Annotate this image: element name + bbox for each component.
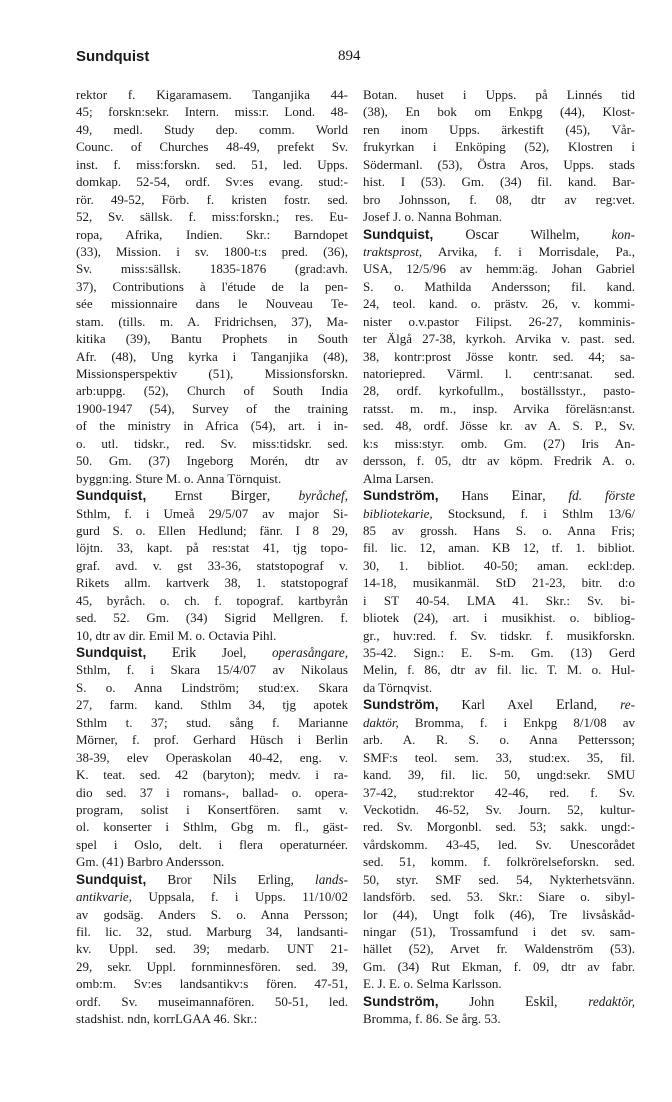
entry-heading-line	[363, 993, 635, 1010]
text-run: da Törnqvist.	[363, 679, 433, 695]
text-run: k:s miss:styr. omb. Gm. (27) Iris An-	[363, 435, 635, 451]
text-line	[76, 609, 348, 626]
text-line	[363, 452, 635, 469]
text-line	[76, 260, 348, 277]
text-run: Bromma, f. i Enkpg 8/1/08 av	[398, 714, 635, 730]
text-line	[363, 836, 635, 853]
text-line	[363, 592, 635, 609]
text-line	[76, 121, 348, 138]
text-line	[76, 574, 348, 591]
text-run: USA, 12/5/96 av hemm:äg. Johan Gabriel	[363, 261, 635, 277]
text-run: 49, medl. Study dep. comm. World	[76, 121, 348, 137]
text-run: Mörner, f. prof. Gerhard Hüsch i Berlin	[76, 732, 348, 748]
text-run: E. J. E. o. Selma Karlsson.	[363, 976, 502, 992]
text-line	[363, 156, 635, 173]
text-line	[363, 627, 635, 644]
text-line	[76, 853, 348, 870]
text-line	[76, 766, 348, 783]
text-run: Afr. (48), Ung kyrka i Tanganjika (48),	[76, 348, 348, 364]
occupation: kon-	[611, 226, 635, 242]
text-line	[76, 330, 348, 347]
text-run: Hans	[438, 488, 512, 504]
right-column	[363, 86, 635, 1028]
text-line	[76, 923, 348, 940]
text-run: ,	[554, 993, 589, 1009]
text-line	[76, 348, 348, 365]
text-run: i ST 40-54. LMA 41. Skr.: Sv. bi-	[363, 592, 635, 608]
text-run: Wilhelm,	[498, 226, 612, 242]
text-line	[363, 103, 635, 120]
text-line	[76, 173, 348, 190]
text-line	[76, 470, 348, 487]
text-line	[363, 661, 635, 678]
text-run: 50. Gm. (37) Ingeborg Morén, dtr av	[76, 453, 348, 469]
text-run: Rikets allm. kartverk 38, 1. statstopograf	[76, 575, 348, 591]
given-name: Eskil	[525, 993, 555, 1010]
given-name: Nils	[212, 871, 237, 888]
occupation: daktör,	[363, 714, 399, 730]
text-run: dersson, f. 05, dtr av köpm. Fredrik A. o.	[363, 453, 635, 469]
text-run: Södermanl. (53), Östra Aros, Upps. stads	[363, 156, 635, 172]
given-name: Birger	[230, 488, 267, 505]
left-column	[76, 86, 348, 1028]
text-run: frukyrkan i Enköping (52), Klostren i	[363, 139, 635, 155]
text-line	[76, 679, 348, 696]
text-run: 27, farm. kand. Sthlm 34, tjg apotek	[76, 697, 348, 713]
text-line	[363, 243, 635, 260]
text-run: Sthlm, f. i Skara 15/4/07 av Nikolaus	[76, 662, 348, 678]
occupation: redaktör,	[588, 993, 635, 1009]
text-line	[363, 435, 635, 452]
text-line	[76, 103, 348, 120]
text-run: kand. 39, fil. lic. 50, ungd:sekr. SMU	[363, 767, 635, 783]
text-run: lor (44), Ungt folk (46), Tre livsåskåd-	[363, 906, 635, 922]
text-run: ,	[542, 488, 569, 504]
text-run: bliotek (24), art. i musikhist. o. bibliog-	[363, 610, 635, 626]
text-line	[363, 574, 635, 591]
text-run: nister o.v.pastor Filipst. 26-27, komminis-	[363, 313, 635, 329]
text-line	[76, 138, 348, 155]
text-run: kitika (39), Bantu Prophets in South	[76, 331, 348, 347]
text-line	[363, 400, 635, 417]
text-line	[76, 975, 348, 992]
text-run: rör. 49-52, Förb. f. kristen fostr. sed.	[76, 191, 348, 207]
text-run: graf. avd. v. gst 33-36, statstopograf v.	[76, 557, 348, 573]
occupation: lands-	[315, 871, 348, 887]
text-run: löjtn. 33, kapt. på res:stat 41, tjg topo-	[76, 540, 348, 556]
text-run: Botan. huset i Upps. på Linnés tid	[363, 87, 635, 102]
text-run: Arvika, f. i Morrisdale, Pa.,	[422, 243, 635, 259]
text-line	[363, 260, 635, 277]
text-line	[363, 295, 635, 312]
page-number: 894	[338, 48, 361, 64]
text-run: SMF:s teol. sem. 33, stud:ex. 35, fil.	[363, 749, 635, 765]
entry-surname: Sundström,	[363, 993, 439, 1009]
text-run: 45, byråch. o. ch. f. topograf. kartbyrån	[76, 592, 348, 608]
text-line	[76, 940, 348, 957]
occupation: traktsprost,	[363, 243, 423, 259]
text-run: gurd S. o. Ellen Hedlund; fänr. I 8 29,	[76, 522, 348, 538]
text-run: 52, Sv. sällsk. f. miss:forskn.; res. Eu-	[76, 209, 348, 225]
text-line	[363, 505, 635, 522]
text-run: vårdskomm. 43-45, led. Sv. Unescorådet	[363, 836, 635, 852]
text-run: Stocksund, f. i Sthlm 13/6/	[432, 505, 635, 521]
text-line	[76, 906, 348, 923]
text-run: Erling,	[236, 871, 316, 887]
text-line	[363, 470, 635, 487]
text-run: fil. lic. 12, aman. KB 12, tf. 1. bibliot.	[363, 540, 635, 556]
text-run: (33), Mission. i sv. 1800-t:s pred. (36),	[76, 243, 348, 259]
text-line	[363, 348, 635, 365]
text-line	[76, 435, 348, 452]
text-run: spel i Oslo, delt. i flera operaturnéer.	[76, 836, 348, 852]
text-line	[76, 539, 348, 556]
text-run: o. utl. tidskr., red. Sv. miss:tidskr. sed.	[76, 435, 348, 451]
entry-surname: Sundquist,	[76, 488, 147, 504]
text-line	[363, 766, 635, 783]
text-line	[76, 714, 348, 731]
running-head: Sundquist	[76, 48, 150, 65]
text-line	[76, 801, 348, 818]
entry-surname: Sundquist,	[363, 226, 434, 242]
text-run: 85 av grossh. Hans S. o. Anna Fris;	[363, 522, 635, 538]
text-run: ropa, Afrika, Indien. Skr.: Barndopet	[76, 226, 348, 242]
text-run: 24, teol. kand. o. prästv. 26, v. kommi-	[363, 296, 635, 312]
text-run: Ernst	[146, 488, 231, 504]
text-line	[363, 940, 635, 957]
text-line	[76, 365, 348, 382]
text-line	[363, 888, 635, 905]
text-line	[76, 243, 348, 260]
text-line	[363, 330, 635, 347]
text-run: omb:m. Sv:es landsantikv:s fören. 47-51,	[76, 976, 348, 992]
text-run: Bror	[146, 871, 213, 887]
text-run: hället (52), Arvet fr. Waldenström (53).	[363, 941, 635, 957]
text-line	[76, 696, 348, 713]
text-run: kv. Uppl. sed. 39; medarb. UNT 21-	[76, 941, 348, 957]
text-run: natoriepred. Värml. l. centr:sanat. sed.	[363, 366, 635, 381]
text-run: byggn:ing. Sture M. o. Anna Törnquist.	[76, 470, 282, 486]
text-run: Bromma, f. 86. Se årg. 53.	[363, 1011, 501, 1027]
text-line	[363, 784, 635, 801]
text-run: bro Johnsson, f. 08, dtr av reg:vet.	[363, 191, 635, 207]
text-run: Joel,	[196, 645, 272, 660]
text-run	[433, 227, 465, 242]
occupation: antikvarie,	[76, 889, 132, 905]
text-line	[76, 208, 348, 225]
text-run: 28, ordf. kyrkofullm., boställsstyr., pasto-	[363, 383, 635, 399]
text-run: ,	[266, 488, 299, 504]
text-run: stam. (tills. m. A. Fridrichsen, 37), Ma-	[76, 313, 348, 329]
text-line	[76, 226, 348, 243]
text-line	[363, 1010, 635, 1027]
text-run: Uppsala, f. i Upps. 11/10/02	[131, 889, 348, 905]
text-run: K. teat. sed. 42 (baryton); medv. i ra-	[76, 767, 348, 783]
text-run: Gm. (34) Rut Ekman, f. 09, dtr av fabr.	[363, 958, 635, 974]
text-line	[363, 138, 635, 155]
text-line	[76, 295, 348, 312]
occupation: bibliotekarie,	[363, 505, 433, 521]
occupation: re-	[620, 697, 635, 713]
given-name: Erik	[171, 645, 197, 661]
text-line	[76, 749, 348, 766]
text-line	[76, 278, 348, 295]
text-run: red. Sv. Morgonbl. sed. 53; sakk. ungd:-	[363, 819, 635, 835]
text-line	[363, 731, 635, 748]
entry-surname: Sundström,	[363, 697, 439, 713]
text-run: (38), En bok om Enkpg (44), Klost-	[363, 104, 635, 120]
text-line	[76, 557, 348, 574]
text-run: S. o. Anna Lindström; stud:ex. Skara	[76, 679, 348, 695]
text-line	[76, 191, 348, 208]
text-run: 37), Contributions à l'étude de la pen-	[76, 278, 348, 294]
text-run: 1900-1947 (54), Survey of the training	[76, 400, 348, 416]
given-name: Einar	[511, 488, 543, 505]
text-line	[363, 278, 635, 295]
text-run: dio sed. 37 i romans-, ballad- o. opera-	[76, 784, 348, 800]
text-line	[76, 417, 348, 434]
text-run: Josef J. o. Nanna Bohman.	[363, 209, 503, 225]
text-run: 30, 1. bibliot. 40-50; aman. eckl:dep.	[363, 557, 635, 573]
text-run: Alma Larsen.	[363, 470, 434, 486]
text-run: of the ministry in Africa (54), art. i in-	[76, 418, 348, 434]
text-line	[76, 836, 348, 853]
text-line	[363, 539, 635, 556]
text-line	[76, 818, 348, 835]
text-run: sed. 48, ordf. Jösse kr. av A. S. P., Sv.	[363, 418, 635, 434]
text-line	[363, 906, 635, 923]
text-line	[363, 417, 635, 434]
entry-heading-line	[76, 487, 348, 504]
text-run: program, solist i Konsertfören. samt v.	[76, 801, 348, 817]
text-run: Melin, f. 86, dtr av fil. lic. T. M. o. Hul-	[363, 662, 635, 678]
text-line	[76, 86, 348, 103]
text-line	[76, 156, 348, 173]
text-run: 10, dtr av dir. Emil M. o. Octavia Pihl.	[76, 627, 277, 643]
text-run: Sthlm t. 37; stud. sång f. Marianne	[76, 714, 348, 730]
text-line	[363, 609, 635, 626]
text-run: gr., huv:red. f. Sv. tidskr. f. musikforskn.	[363, 627, 635, 643]
text-run: Sthlm, f. i Umeå 29/5/07 av major Si-	[76, 505, 348, 521]
entry-surname: Sundström,	[363, 488, 439, 504]
text-run	[146, 645, 172, 660]
text-line	[76, 993, 348, 1010]
text-run: ren inom Upps. ärkestift (45), Vår-	[363, 121, 635, 137]
entry-heading-line	[363, 226, 635, 243]
text-line	[363, 365, 635, 382]
text-line	[363, 853, 635, 870]
text-line	[76, 313, 348, 330]
text-run: Gm. (41) Barbro Andersson.	[76, 854, 225, 870]
entry-heading-line	[76, 644, 348, 661]
text-run: ratsst. m. m., insp. Arvika föreläsn:anst.	[363, 400, 635, 416]
text-line	[363, 191, 635, 208]
text-run: hist. I (53). Gm. (34) fil. kand. Bar-	[363, 174, 635, 190]
text-run: fil. lic. 32, stud. Marburg 34, landsanti-	[76, 924, 348, 939]
text-line	[76, 400, 348, 417]
text-run: rektor f. Kigaramasem. Tanganjika 44-	[76, 87, 348, 102]
occupation: operasångare,	[271, 645, 348, 660]
text-run: ,	[593, 697, 621, 713]
occupation: fd. förste	[568, 488, 635, 504]
text-line	[76, 1010, 348, 1027]
text-run: av godsäg. Anders S. o. Anna Persson;	[76, 906, 348, 922]
text-line	[363, 801, 635, 818]
text-line	[363, 871, 635, 888]
text-line	[363, 679, 635, 696]
text-run: sed. 51, komm. f. folkrörelseforskn. sed.	[363, 854, 635, 870]
entry-surname: Sundquist,	[76, 645, 147, 660]
text-line	[363, 714, 635, 731]
text-run: Missionsperspektiv (51), Missionsforskn.	[76, 366, 348, 381]
text-run: Sv. miss:sällsk. 1835-1876 (grad:avh.	[76, 261, 348, 277]
text-line	[363, 208, 635, 225]
entry-surname: Sundquist,	[76, 871, 147, 887]
text-line	[76, 452, 348, 469]
text-line	[76, 522, 348, 539]
text-line	[363, 313, 635, 330]
text-line	[76, 661, 348, 678]
text-run: arb:uppg. (52), Church of South India	[76, 383, 348, 399]
text-line	[363, 923, 635, 940]
text-line	[363, 975, 635, 992]
entry-heading-line	[76, 871, 348, 888]
text-run: 38-39, elev Operaskolan 40-42, eng. v.	[76, 749, 348, 765]
text-line	[363, 749, 635, 766]
text-line	[363, 958, 635, 975]
text-run: Veckotidn. 46-52, Sv. Journ. 52, kultur-	[363, 801, 635, 817]
text-run: stadshist. ndn, korrLGAA 46. Skr.:	[76, 1011, 258, 1027]
text-line	[76, 505, 348, 522]
text-run: 37-42, stud:rektor 42-46, red. f. Sv.	[363, 784, 635, 800]
text-run: arb. A. R. S. o. Anna Pettersson;	[363, 732, 635, 748]
text-line	[76, 382, 348, 399]
given-name: Erland	[555, 697, 594, 714]
text-line	[363, 818, 635, 835]
text-run: domkap. 52-54, ordf. Sv:es evang. stud:-	[76, 174, 348, 190]
text-line	[363, 557, 635, 574]
text-line	[363, 173, 635, 190]
text-line	[76, 888, 348, 905]
text-run: John	[438, 993, 525, 1009]
text-run: landsförb. sed. 53. Skr.: Siare o. sibyl-	[363, 889, 635, 905]
text-run: Karl Axel	[438, 697, 556, 713]
text-line	[76, 958, 348, 975]
entry-heading-line	[363, 696, 635, 713]
text-run: S. o. Mathilda Andersson; fil. kand.	[363, 278, 635, 294]
text-run: inst. f. miss:forskn. sed. 51, led. Upps.	[76, 156, 348, 172]
text-run: ordf. Sv. museimannafören. 50-51, led.	[76, 993, 348, 1009]
text-run: ningar (51), Trossamfund i det sv. sam-	[363, 924, 635, 939]
text-run: Counc. of Churches 48-49, prefekt Sv.	[76, 139, 348, 155]
text-run: ter Älgå 27-38, kyrkoh. Arvika v. past. sed.	[363, 331, 635, 347]
text-run: 45; forskn:sekr. Intern. miss:r. Lond. 48-	[76, 104, 348, 120]
text-run: 29, sekr. Uppl. fornminnesfören. sed. 39,	[76, 958, 348, 974]
text-line	[363, 121, 635, 138]
given-name: Oscar	[465, 226, 499, 243]
text-line	[363, 382, 635, 399]
text-run: sed. 52. Gm. (34) Sigrid Mellgren. f.	[76, 610, 348, 626]
text-run: 38, kontr:prost Jösse kontr. sed. 44; sa-	[363, 348, 635, 364]
entry-heading-line	[363, 487, 635, 504]
text-run: 35-42. Sign.: E. S-m. Gm. (13) Gerd	[363, 645, 635, 660]
text-run: 14-18, musikanmäl. StD 21-23, bitr. d:o	[363, 575, 635, 591]
text-line	[76, 784, 348, 801]
text-run: sée missionnaire dans le Nouveau Te-	[76, 296, 348, 312]
text-line	[76, 592, 348, 609]
occupation: byråchef,	[298, 488, 348, 504]
text-line	[76, 731, 348, 748]
text-line	[76, 627, 348, 644]
text-line	[363, 86, 635, 103]
text-run: 50, styr. SMF sed. 54, Nykterhetsvänn.	[363, 871, 635, 887]
text-line	[363, 644, 635, 661]
text-run: ol. konserter i Sthlm, Gbg m. fl., gäst-	[76, 819, 348, 835]
text-line	[363, 522, 635, 539]
